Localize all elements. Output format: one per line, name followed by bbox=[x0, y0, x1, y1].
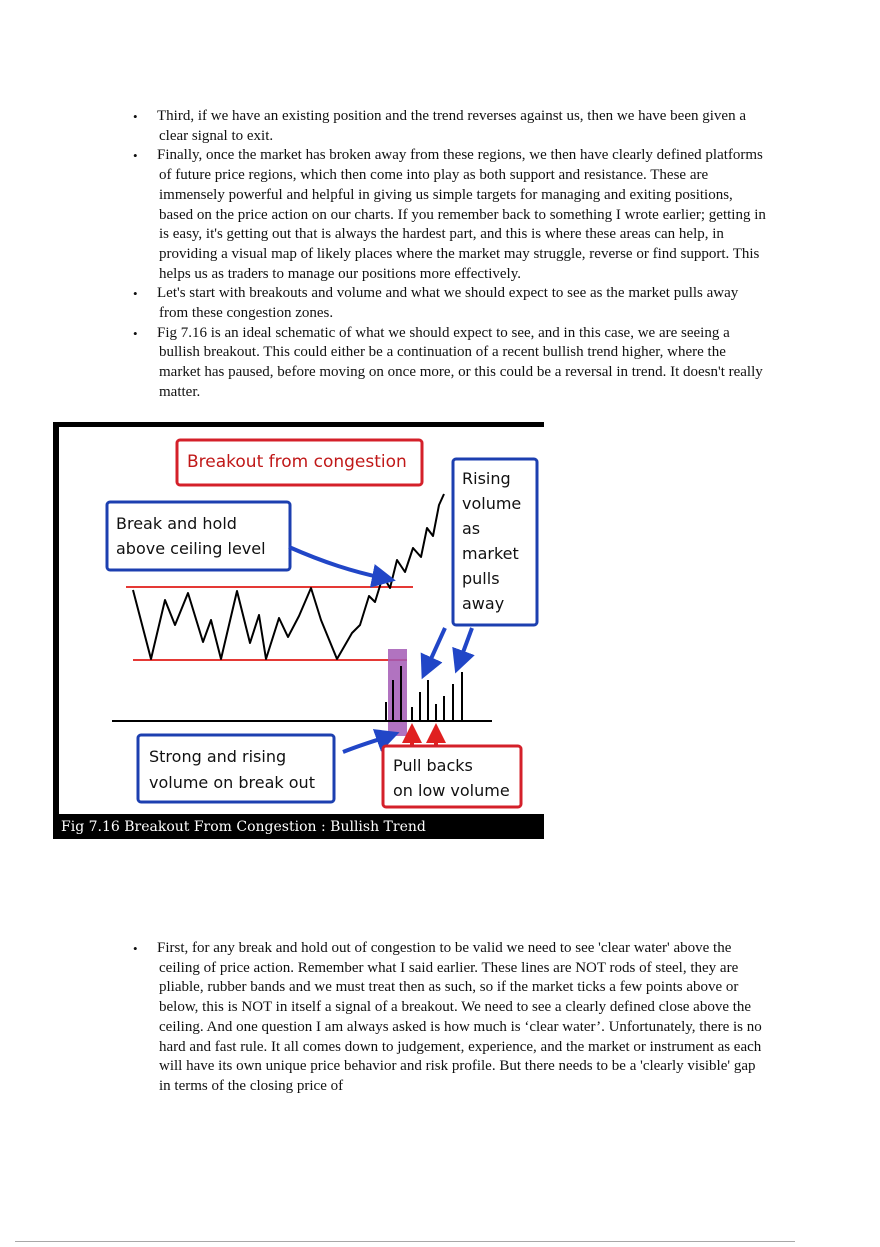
breakout-label-box bbox=[177, 440, 422, 485]
paragraph-text: • First, for any break and hold out of congestion to be valid we need to see 'clear water' above the ceiling of price action. Remember what I said earlier. These lines are NOT rods of steel, they are pliable, rubber bands and we must treat then as such, so if the market ticks a few points above or below, this is NOT in itself a signal of a breakout. We need to see a clearly defined close above the ceiling. And one question I am always asked is how much is ‘clear water’. Unfortunately, there is no hard and fast rule. It all comes down to judgement, experience, and the market or instrument as each will have its own unique price behavior and risk profile. But there needs to be a 'clearly visible' gap in terms of the closing price of bbox=[157, 940, 762, 1094]
paragraph-text: • Third, if we have an existing position and the trend reverses against us, then we have been given a clear signal to exit. bbox=[157, 108, 746, 144]
breakout-volume-highlight bbox=[388, 649, 407, 736]
pullbacks-line-2: on low volume bbox=[393, 781, 510, 800]
paragraph-text: • Let's start with breakouts and volume and what we should expect to see as the market pulls away from these congestion zones. bbox=[157, 285, 739, 322]
list-item bbox=[0, 107, 880, 146]
break-hold-label-box bbox=[107, 502, 290, 570]
list-item bbox=[0, 146, 880, 284]
rising-volume-label-box bbox=[453, 459, 537, 625]
figure-caption: Fig 7.16 Breakout From Congestion : Bullish Trend bbox=[61, 819, 426, 835]
strong-line-1: Strong and rising bbox=[149, 747, 287, 766]
break-hold-line-2: above ceiling level bbox=[116, 539, 266, 558]
breakout-label: Breakout from congestion bbox=[187, 452, 407, 472]
rising-line-4: market bbox=[462, 544, 519, 563]
paragraph-text: • Finally, once the market has broken away from these regions, we then have clearly defined platforms of future price regions, which then come into play as both support and resistance. These are immensely powerful and helpful in giving us simple targets for managing and exiting positions, based on the price action on our charts. If you remember back to something I wrote earlier; getting in is easy, it's getting out that is always the hardest part, and this is where these areas can help, in providing a visual map of likely places where the market may struggle, reverse or find support. This helps us as traders to manage our positions more effectively. bbox=[157, 147, 766, 282]
footer-divider bbox=[15, 1241, 795, 1242]
strong-line-2: volume on break out bbox=[149, 773, 315, 792]
rising-line-1: Rising bbox=[462, 469, 511, 488]
rising-line-5: pulls bbox=[462, 569, 500, 588]
bullet-list-bottom bbox=[0, 939, 880, 1097]
rising-line-3: as bbox=[462, 519, 481, 538]
list-item bbox=[0, 324, 880, 403]
bullet-list-top bbox=[0, 107, 880, 403]
paragraph-text: • Fig 7.16 is an ideal schematic of what we should expect to see, and in this case, we are seeing a bullish breakout. This could either be a continuation of a recent bullish trend higher, where the market has paused, before moving on once more, or this could be a reversal in trend. It doesn't really matter. bbox=[157, 324, 763, 400]
figure-breakout-diagram bbox=[53, 422, 544, 839]
list-item bbox=[0, 284, 880, 323]
rising-line-6: away bbox=[462, 594, 505, 613]
pullbacks-line-1: Pull backs bbox=[393, 756, 473, 775]
pullbacks-label-box bbox=[383, 746, 521, 807]
list-item bbox=[0, 939, 880, 1097]
strong-volume-label-box bbox=[138, 735, 334, 802]
rising-line-2: volume bbox=[462, 494, 522, 513]
break-hold-line-1: Break and hold bbox=[116, 514, 237, 533]
